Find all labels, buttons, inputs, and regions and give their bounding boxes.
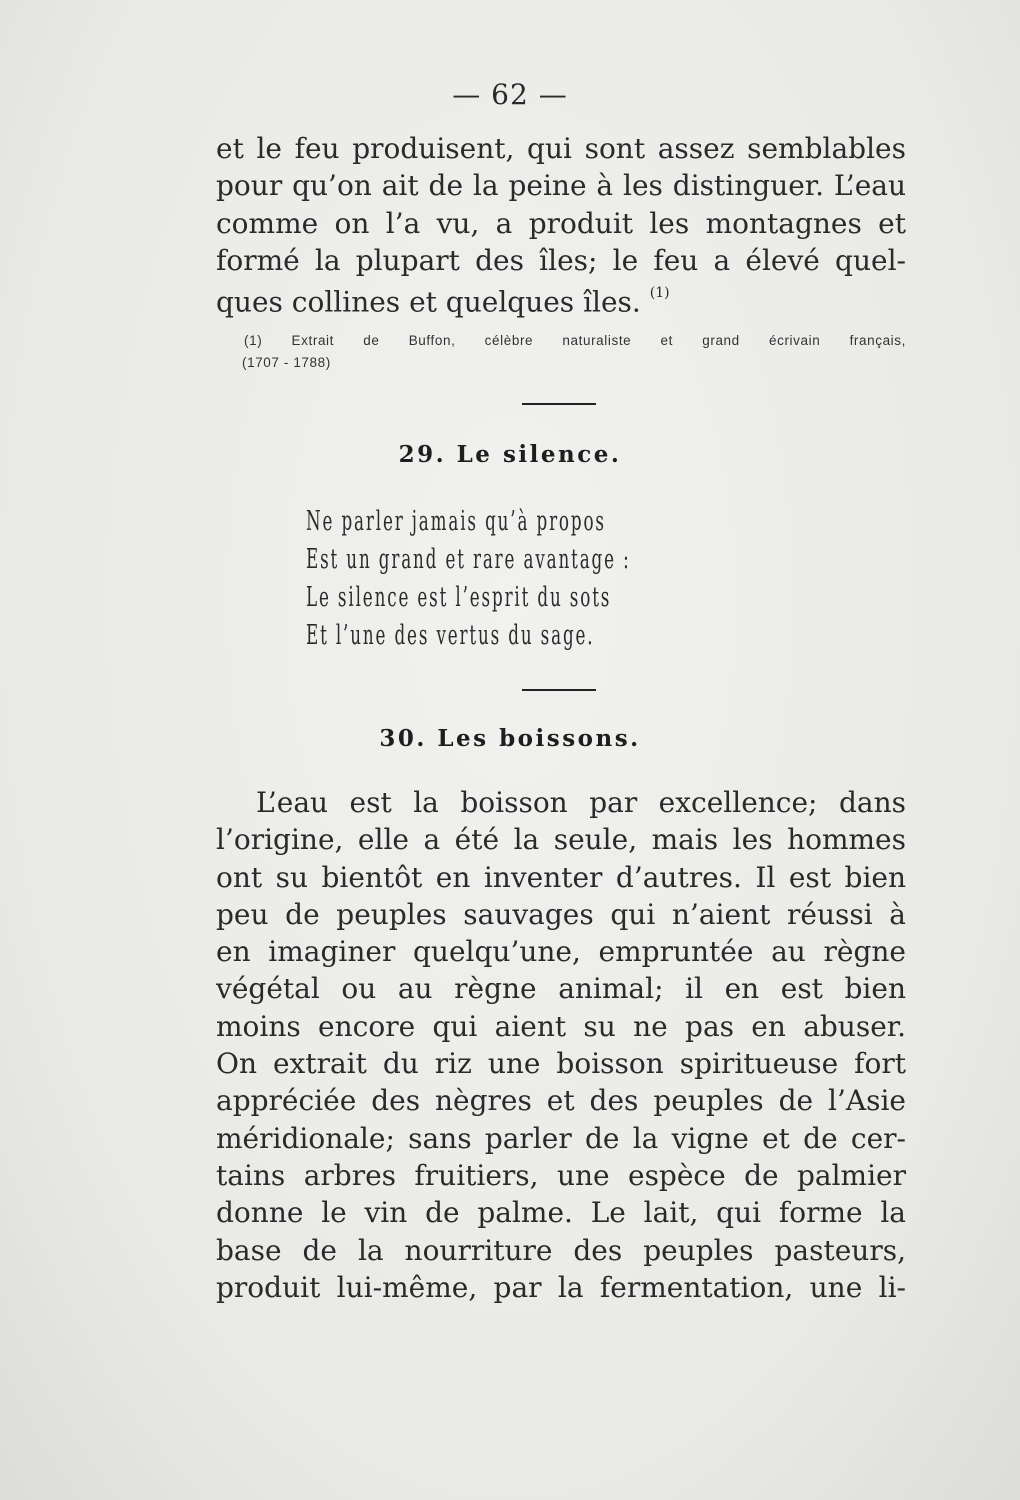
text-line: en imaginer quelqu’une, empruntée au règne <box>216 935 906 969</box>
poem-verse: Ne parler jamais qu’à propos <box>306 506 606 537</box>
section-heading-29: 29. Le silence. <box>398 441 622 468</box>
text-line: l’origine, elle a été la seule, mais les hommes <box>216 823 906 857</box>
text-line: végétal ou au règne animal; il en est bien <box>216 972 906 1006</box>
text-line: base de la nourriture des peuples pasteurs, <box>216 1233 906 1267</box>
text-line: méridionale; sans parler de la vigne et de cer- <box>216 1121 906 1155</box>
paragraph-boissons <box>216 784 906 1306</box>
footnote <box>244 330 906 374</box>
page-number: — 62 — <box>452 78 568 111</box>
footnote-line: (1) Extrait de Buffon, célèbre naturaliste et grand écrivain français, <box>244 333 906 348</box>
text-line-content: ques collines et quelques îles. <box>216 285 641 319</box>
text-line: et le feu produisent, qui sont assez semblables <box>216 132 906 165</box>
text-line: donne le vin de palme. Le lait, qui forme la <box>216 1196 906 1230</box>
text-line: peu de peuples sauvages qui n’aient réussi à <box>216 897 906 931</box>
text-line: comme on l’a vu, a produit les montagnes et <box>216 206 906 240</box>
text-line: moins encore qui aient su ne pas en abuser. <box>216 1009 906 1043</box>
text-line-last <box>216 279 906 321</box>
poem-verse: Est un grand et rare avantage : <box>306 544 631 575</box>
poem-verse: Le silence est l’esprit du sots <box>306 582 612 613</box>
text-line: pour qu’on ait de la peine à les distinguer. L’eau <box>216 169 906 203</box>
text-line: ont su bientôt en inventer d’autres. Il est bien <box>216 860 906 894</box>
section-divider <box>522 403 596 405</box>
text-line: appréciée des nègres et des peuples de l’Asie <box>216 1084 906 1118</box>
poem <box>306 503 631 655</box>
poem-verse: Et l’une des vertus du sage. <box>306 620 595 651</box>
footnote-reference: (1) <box>649 285 670 302</box>
text-line-indented: L’eau est la boisson par excellence; dans <box>256 786 906 819</box>
text-line: On extrait du riz une boisson spiritueuse fort <box>216 1047 906 1081</box>
text-line: produit lui-même, par la fermentation, une li- <box>216 1270 906 1304</box>
section-divider <box>522 689 596 691</box>
footnote-line: (1707 - 1788) <box>242 355 331 370</box>
section-heading-30: 30. Les boissons. <box>379 725 641 752</box>
paragraph-continued <box>216 130 906 321</box>
text-line: tains arbres fruitiers, une espèce de palmier <box>216 1158 906 1192</box>
text-line: formé la plupart des îles; le feu a élevé quel- <box>216 243 906 277</box>
